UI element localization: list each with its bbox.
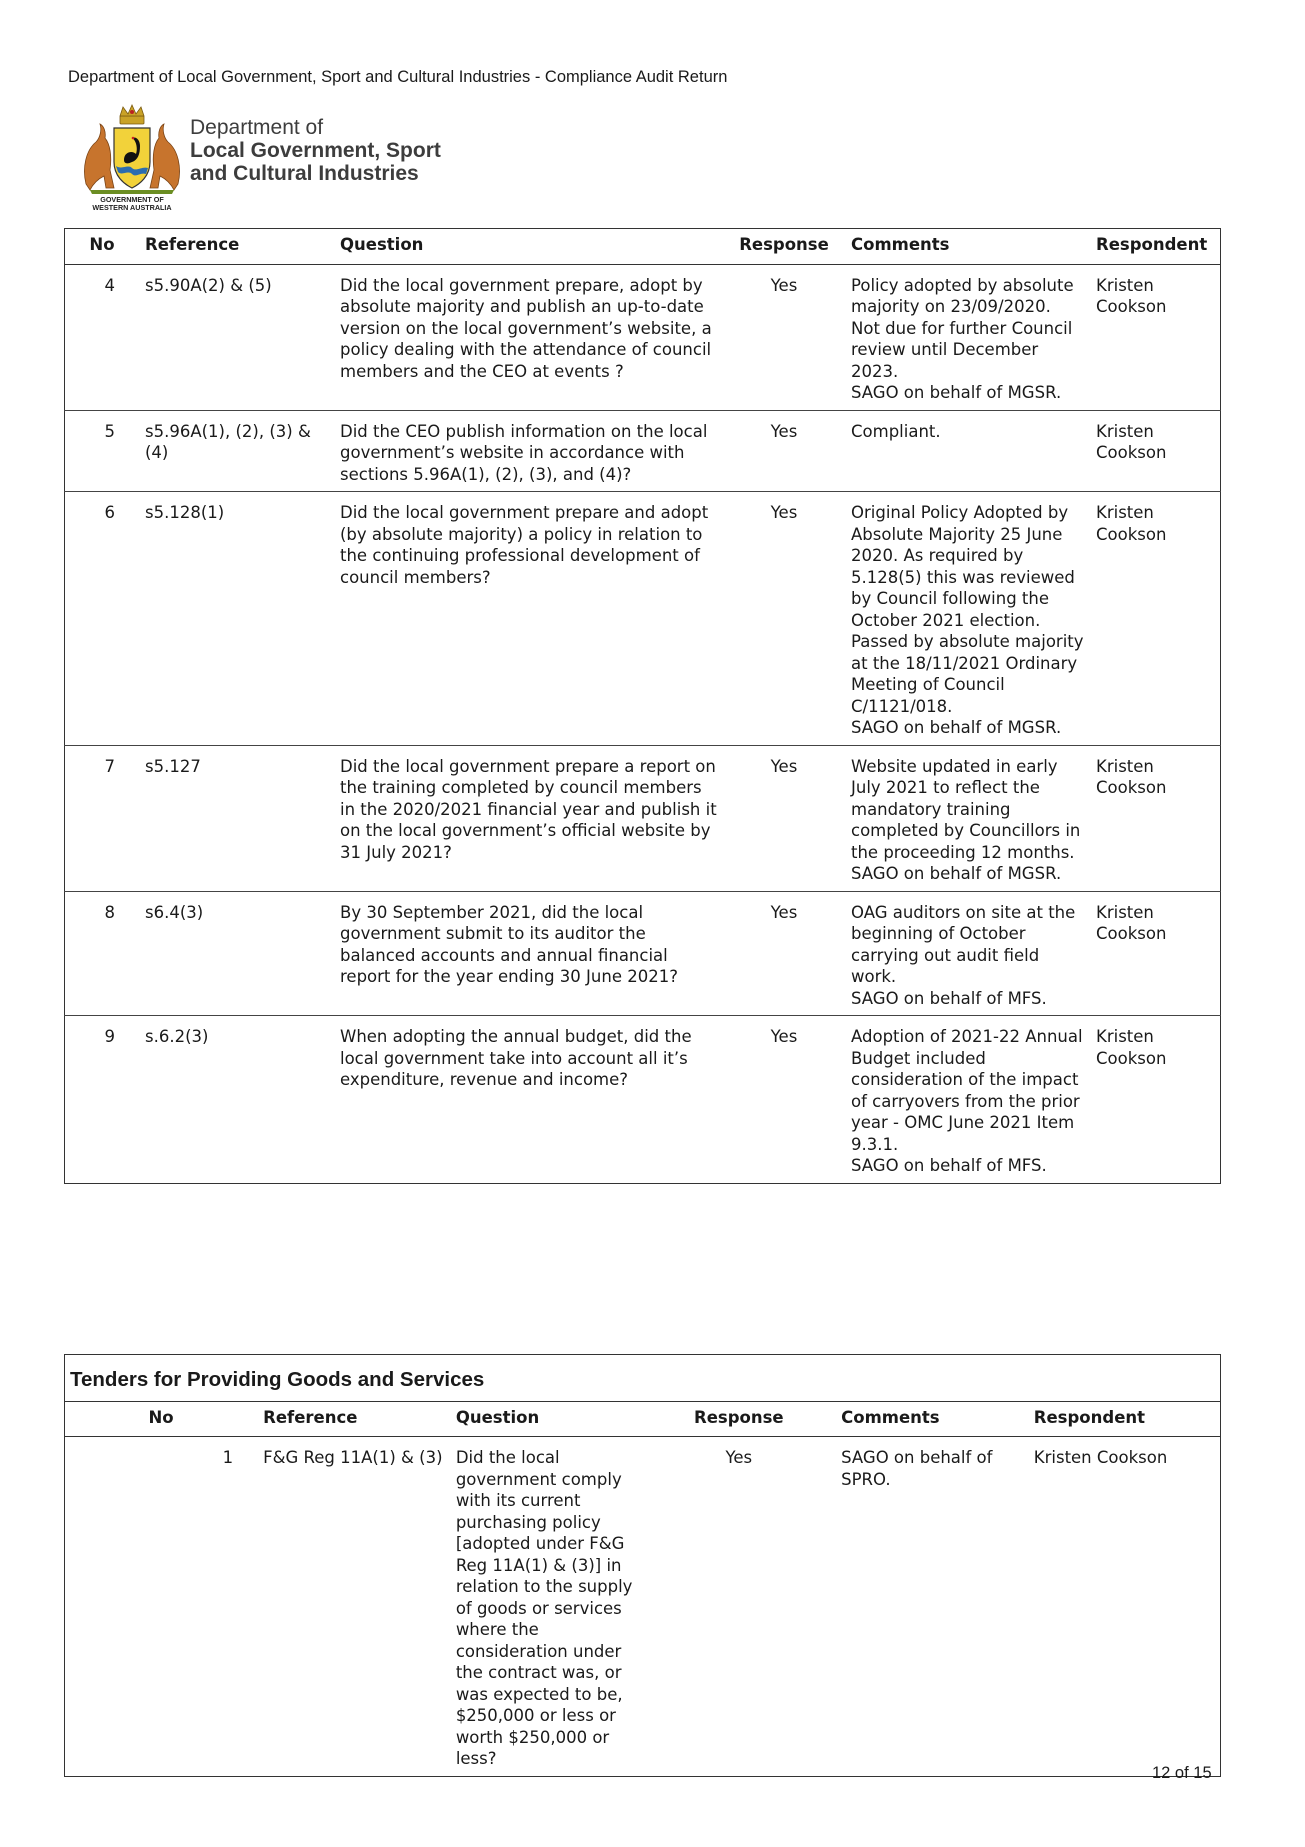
row-reference: s.6.2(3) [145, 1027, 209, 1046]
row-question: Did the local government prepare a report on the training completed by council members in the 2020/2021 financial year and publish it on the local government’s official website by 31 July 2021? [334, 745, 723, 891]
row-no: 1 [222, 1448, 234, 1467]
column-header-comments: Comments [845, 229, 1090, 265]
row-no: 4 [65, 264, 140, 410]
row-question: Did the local government comply with its current purchasing policy [adopted under F&G Reg 11A(1) & (3)] in relation to the supply of goods or services where the consideration under the contract was, or was expected to be, $250,000 or less or worth $250,000 or less? [455, 1448, 633, 1768]
row-comments: Website updated in early July 2021 to reflect the mandatory training completed by Councillors in the proceeding 12 months. SAGO on behalf of MGSR. [845, 745, 1090, 891]
row-response: Yes [770, 1027, 798, 1046]
table-row [65, 410, 1221, 492]
column-header-comments: Comments [835, 1401, 1028, 1437]
wa-coat-of-arms-icon [76, 104, 188, 212]
row-response: Yes [723, 745, 845, 891]
row-response: Yes [725, 1448, 753, 1467]
logo-caption-1: GOVERNMENT OF [100, 195, 164, 204]
row-no: 9 [104, 1027, 115, 1046]
department-name [190, 116, 441, 185]
table-row [65, 1437, 1221, 1777]
column-header-no: No [65, 229, 140, 265]
row-question: Did the local government prepare and adopt (by absolute majority) a policy in relation to the continuing professional development of council members? [334, 492, 723, 746]
row-respondent: Kristen Cookson [1096, 1027, 1167, 1068]
row-respondent: Kristen Cookson [1090, 492, 1221, 746]
row-reference: s6.4(3) [139, 891, 334, 1016]
row-question: Did the local government prepare, adopt by absolute majority and publish an up-to-date version on the local government’s website, a policy dealing with the attendance of council members and the CEO at events ? [334, 264, 723, 410]
section-title: Tenders for Providing Goods and Services [65, 1355, 1221, 1402]
row-no: 8 [65, 891, 140, 1016]
page-number: 12 of 15 [1152, 1764, 1212, 1782]
row-comments: Original Policy Adopted by Absolute Majority 25 June 2020. As required by 5.128(5) this was reviewed by Council following the October 2021 election. Passed by absolute majority at the 18/11/2021 Ordinary Meeting of Council C/1121/018. SAGO on behalf of MGSR. [845, 492, 1090, 746]
table-row [65, 264, 1221, 410]
row-comments: Adoption of 2021-22 Annual Budget included consideration of the impact of carryovers from the prior year - OMC June 2021 Item 9.3.1. SAGO on behalf of MFS. [851, 1027, 1083, 1175]
column-header-respondent: Respondent [1090, 229, 1221, 265]
row-response: Yes [723, 410, 845, 492]
row-reference: s5.96A(1), (2), (3) & (4) [139, 410, 334, 492]
row-question: Did the CEO publish information on the local government’s website in accordance with sections 5.96A(1), (2), (3), and (4)? [334, 410, 723, 492]
row-comments: Policy adopted by absolute majority on 23/09/2020. Not due for further Council review until December 2023. SAGO on behalf of MGSR. [845, 264, 1090, 410]
row-respondent: Kristen Cookson [1090, 410, 1221, 492]
row-response: Yes [723, 492, 845, 746]
department-name-line-1: Department of [190, 116, 324, 139]
section-title-row [65, 1355, 1221, 1402]
row-reference: F&G Reg 11A(1) & (3) [263, 1448, 443, 1467]
tenders-table [64, 1354, 1221, 1777]
department-name-line-3: and Cultural Industries [190, 162, 419, 185]
column-header-question: Question [334, 229, 723, 265]
column-header-respondent: Respondent [1028, 1401, 1221, 1437]
row-reference: s5.128(1) [139, 492, 334, 746]
row-respondent: Kristen Cookson [1090, 891, 1221, 1016]
column-header-question: Question [450, 1401, 643, 1437]
table-header-row [65, 229, 1221, 265]
table-row [65, 492, 1221, 746]
table-row [65, 1016, 1221, 1184]
row-response: Yes [723, 264, 845, 410]
row-respondent: Kristen Cookson [1090, 745, 1221, 891]
row-no: 5 [65, 410, 140, 492]
row-comments: OAG auditors on site at the beginning of October carrying out audit field work. SAGO on behalf of MFS. [845, 891, 1090, 1016]
row-question: By 30 September 2021, did the local government submit to its auditor the balanced accounts and annual financial report for the year ending 30 June 2021? [334, 891, 723, 1016]
row-no: 7 [65, 745, 140, 891]
column-header-reference: Reference [139, 229, 334, 265]
document-header: Department of Local Government, Sport and Cultural Industries - Compliance Audit Return [68, 68, 728, 86]
row-response: Yes [723, 891, 845, 1016]
row-comments: Compliant. [845, 410, 1090, 492]
department-name-line-2: Local Government, Sport [190, 139, 441, 162]
row-reference: s5.127 [139, 745, 334, 891]
table-row [65, 745, 1221, 891]
department-logo [76, 104, 456, 212]
row-respondent: Kristen Cookson [1033, 1448, 1168, 1467]
row-no: 6 [65, 492, 140, 746]
row-reference: s5.90A(2) & (5) [139, 264, 334, 410]
table-header-row [65, 1401, 1221, 1437]
table-row [65, 891, 1221, 1016]
column-header-response: Response [642, 1401, 835, 1437]
compliance-table [64, 228, 1221, 1184]
column-header-reference: Reference [257, 1401, 450, 1437]
row-question: When adopting the annual budget, did the local government take into account all it’s expenditure, revenue and income? [340, 1027, 692, 1089]
column-header-no: No [65, 1401, 258, 1437]
row-respondent: Kristen Cookson [1090, 264, 1221, 410]
logo-caption-2: WESTERN AUSTRALIA [92, 203, 172, 212]
row-comments: SAGO on behalf of SPRO. [841, 1448, 993, 1489]
column-header-response: Response [723, 229, 845, 265]
